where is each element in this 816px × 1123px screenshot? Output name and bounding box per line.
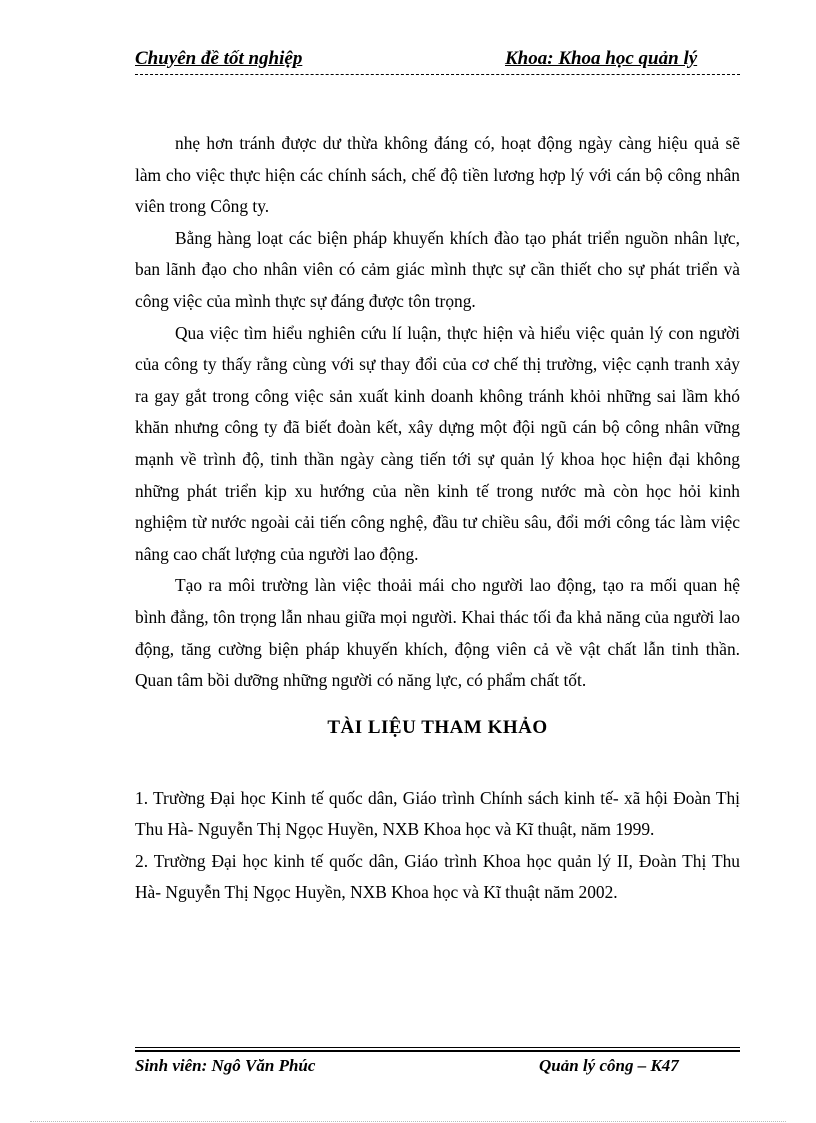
footer-student: Sinh viên: Ngô Văn Phúc [135,1056,316,1075]
body-paragraph-2: Bằng hàng loạt các biện pháp khuyến khích đào tạo phát triển nguồn nhân lực, ban lãnh đạo cho nhân viên có cảm giác mình thực sự cần thiết cho sự phát triển và công việc của mình thực sự đáng được tôn trọng. [135,227,740,311]
body-paragraph-3: Qua việc tìm hiểu nghiên cứu lí luận, thực hiện và hiểu việc quản lý con người của công ty thấy rằng cùng với sự thay đổi của cơ chế thị trường, việc cạnh tranh xảy ra gay gắt trong công việc sản xuất kinh doanh không tránh khỏi những sai lầm khó khăn nhưng công ty đã biết đoàn kết, xây dựng một đội ngũ cán bộ công nhân vững mạnh về trình độ, tinh thần ngày càng tiến tới sự quản lý khoa học hiện đại không những phát triển kịp xu hướng của nền kinh tế trong nước mà còn học hỏi kinh nghiệm từ nước ngoài cải tiến công nghệ, đầu tư chiều sâu, đổi mới công tác làm việc nâng cao chất lượng của người lao động. [135,322,740,564]
page-footer [135,1047,740,1087]
body-paragraph-4: Tạo ra môi trường làn việc thoải mái cho người lao động, tạo ra mối quan hệ bình đẳng, tôn trọng lẫn nhau giữa mọi người. Khai thác tối đa khả năng của người lao động, tăng cường biện pháp khuyến khích, động viên cả về vật chất lẫn tinh thần. Quan tâm bồi dưỡng những người có năng lực, có phẩm chất tốt. [135,575,740,691]
footer-divider-thick [135,1050,740,1052]
references-list [135,783,740,909]
body-paragraph-1: nhẹ hơn tránh được dư thừa không đáng có, hoạt động ngày càng hiệu quả sẽ làm cho việc thực hiện các chính sách, chế độ tiền lương hợp lý với cán bộ công nhân viên trong Công ty. [135,133,740,217]
header-divider [135,74,740,75]
footer-class: Quản lý công – K47 [539,1056,679,1075]
page-bottom-divider [30,1121,786,1122]
footer-divider-thin [135,1047,740,1048]
header-title: Chuyên đề tốt nghiệp [135,48,303,69]
reference-item-2: 2. Trường Đại học kinh tế quốc dân, Giáo trình Khoa học quản lý II, Đoàn Thị Thu Hà- Nguyễn Thị Ngọc Huyền, NXB Khoa học và Kĩ thuật năm 2002. [135,850,740,903]
page-header [135,48,740,76]
header-faculty: Khoa: Khoa học quản lý [505,48,698,69]
document-body [135,128,740,909]
reference-item-1: 1. Trường Đại học Kinh tế quốc dân, Giáo trình Chính sách kinh tế- xã hội Đoàn Thị Thu Hà- Nguyễn Thị Ngọc Huyền, NXB Khoa học và Kĩ thuật, năm 1999. [135,787,740,840]
references-heading: TÀI LIỆU THAM KHẢO [327,716,548,738]
